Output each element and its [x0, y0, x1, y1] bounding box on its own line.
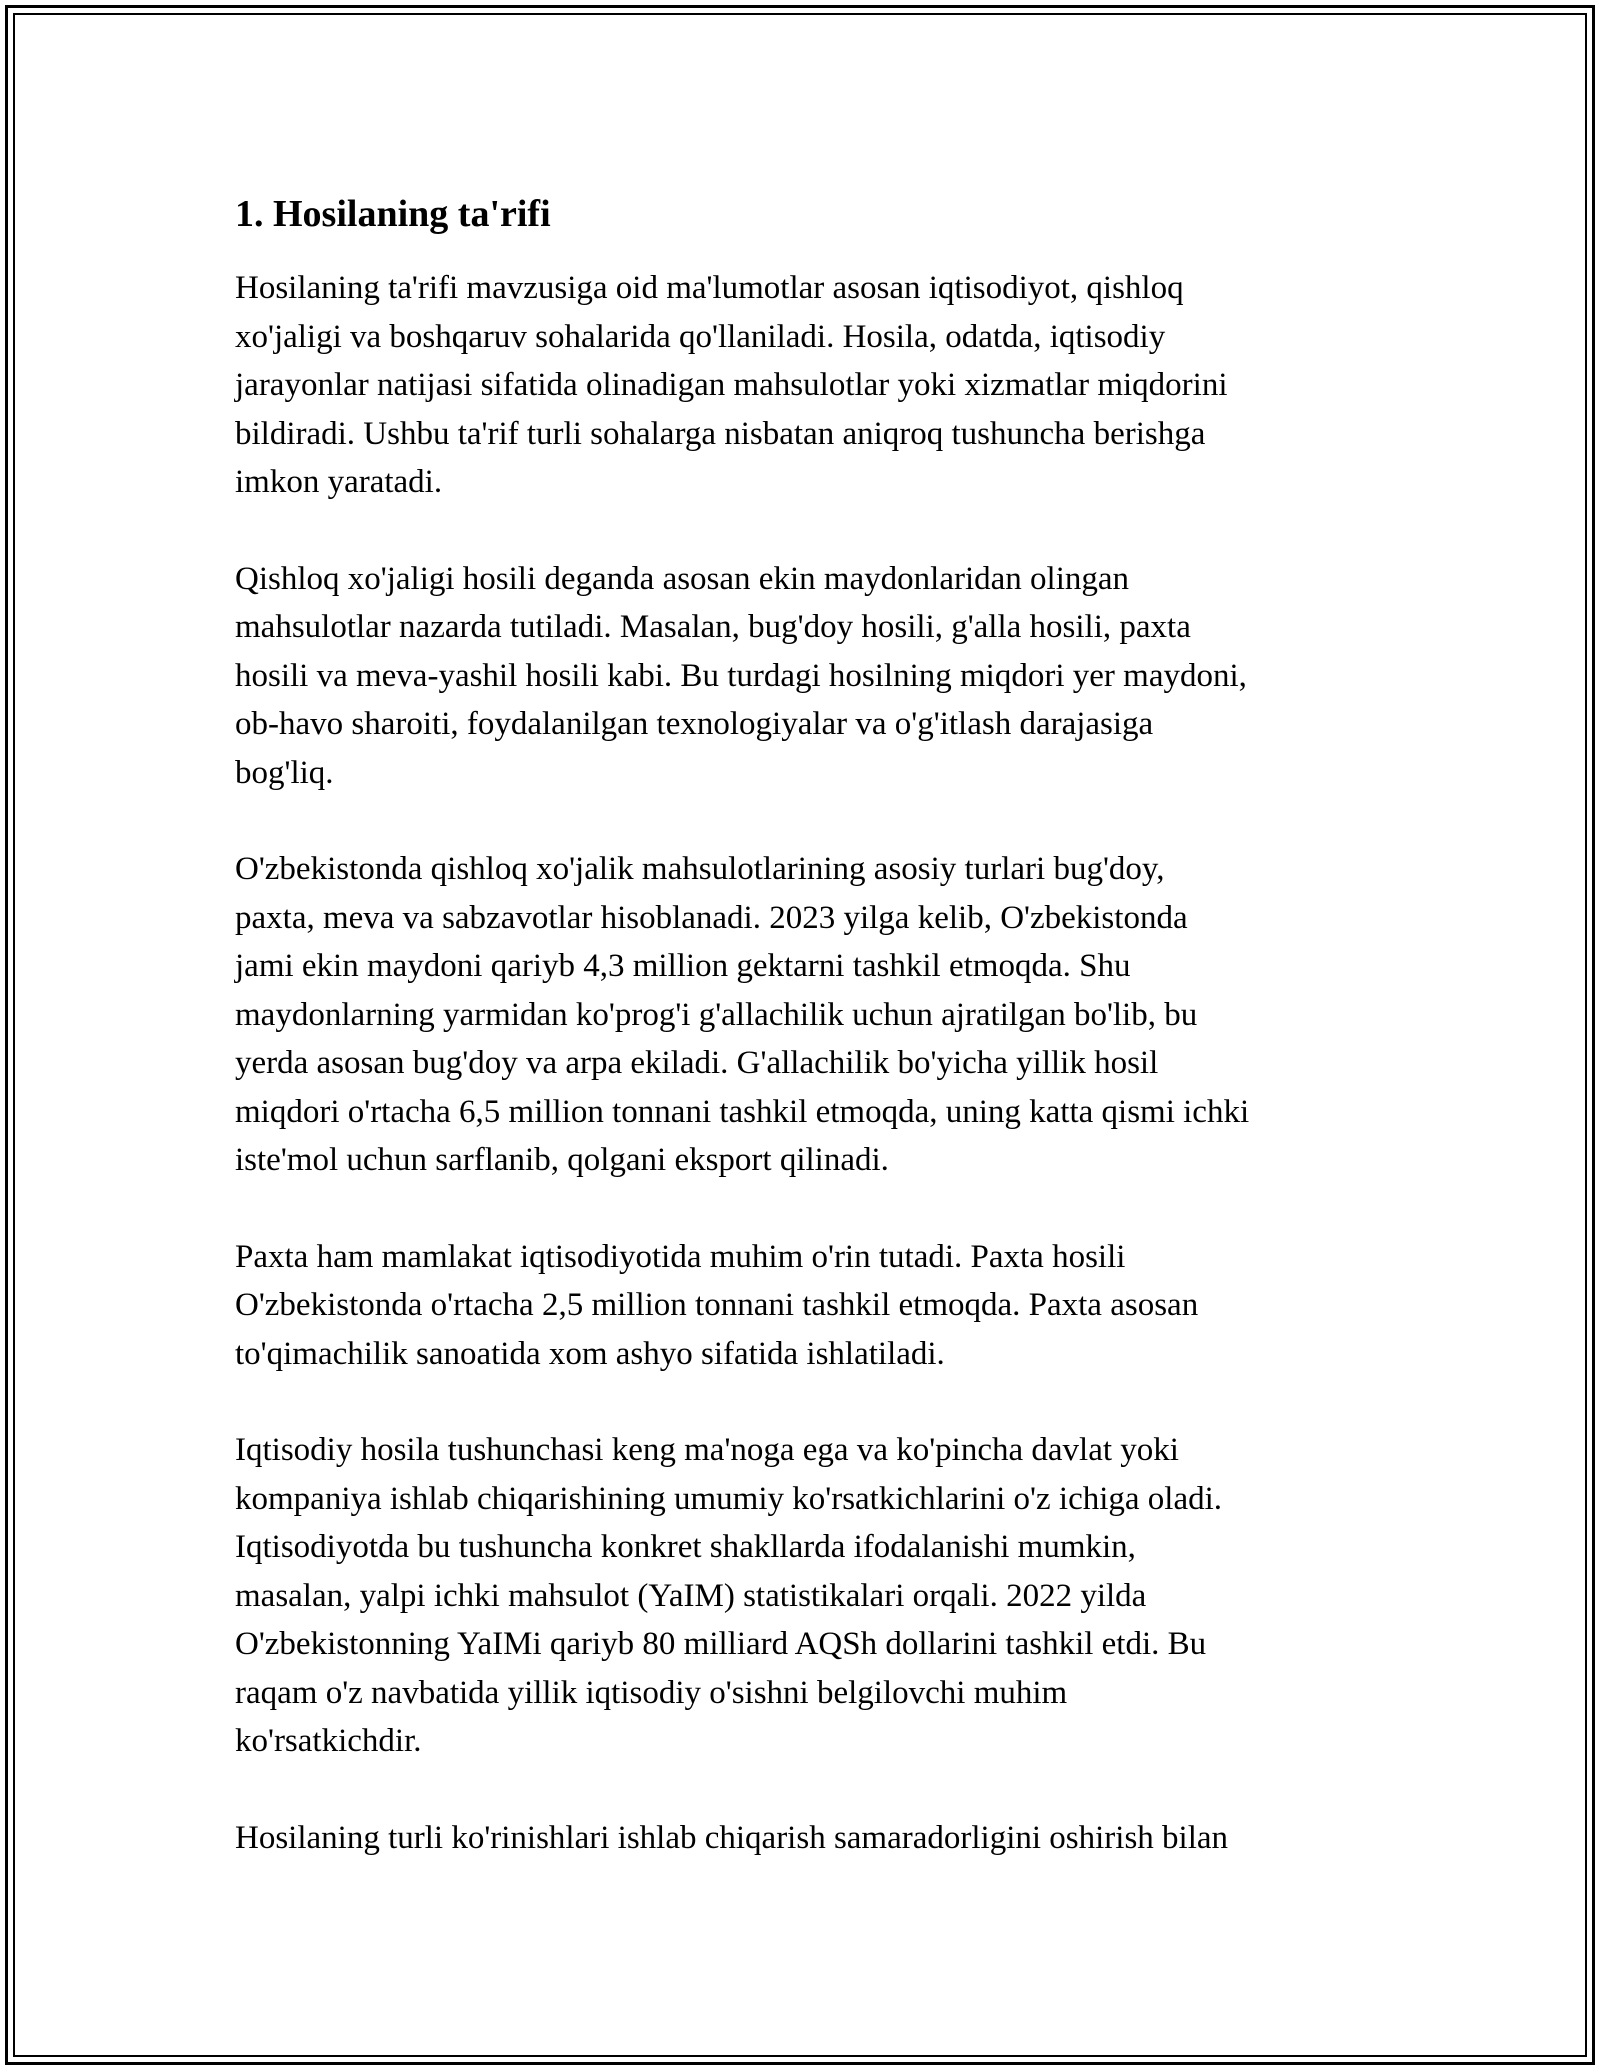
paragraph-economic: Iqtisodiy hosila tushunchasi keng ma'noga ega va ko'pincha davlat yoki kompaniya ishlab chiqarishining umumiy ko'rsatkichlarini o'z ichiga oladi. Iqtisodiyotda bu tushuncha konkret shakllarda ifodalanishi mumkin, masalan, yalpi ichki mahsulot (YaIM) statistikalari orqali. 2022 yilda O'zbekistonning YaIMi qariyb 80 milliard AQSh dollarini tashkil etdi. Bu raqam o'z navbatida yillik iqtisodiy o'sishni belgilovchi muhim ko'rsatkichdir. — [235, 1432, 1223, 1759]
paragraph-forms: Hosilaning turli ko'rinishlari ishlab chiqarish samaradorligini oshirish bilan — [235, 1819, 1229, 1856]
document-body — [235, 188, 1365, 1910]
section-heading: 1. Hosilaning ta'rifi — [235, 193, 551, 235]
paragraph-uzbekistan-crops: O'zbekistonda qishloq xo'jalik mahsulotlarining asosiy turlari bug'doy, paxta, meva va sabzavotlar hisoblanadi. 2023 yilga kelib, O'zbekistonda jami ekin maydoni qariyb 4,3 million gektarni tashkil etmoqda. Shu maydonlarning yarmidan ko'prog'i g'allachilik uchun ajratilgan bo'lib, bu yerda asosan bug'doy va arpa ekiladi. G'allachilik bo'yicha yillik hosil miqdori o'rtacha 6,5 million tonnani tashkil etmoqda, uning katta qismi ichki iste'mol uchun sarflanib, qolgani eksport qilinadi. — [235, 851, 1250, 1178]
paragraph-agriculture: Qishloq xo'jaligi hosili deganda asosan ekin maydonlaridan olingan mahsulotlar nazarda tutiladi. Masalan, bug'doy hosili, g'alla hosili, paxta hosili va meva-yashil hosili kabi. Bu turdagi hosilning miqdori yer maydoni, ob-havo sharoiti, foydalanilgan texnologiyalar va o'g'itlash darajasiga bog'liq. — [235, 560, 1247, 791]
paragraph-cotton: Paxta ham mamlakat iqtisodiyotida muhim o'rin tutadi. Paxta hosili O'zbekistonda o'rtacha 2,5 million tonnani tashkil etmoqda. Paxta asosan to'qimachilik sanoatida xom ashyo sifatida ishlatiladi. — [235, 1238, 1199, 1372]
paragraph-definition: Hosilaning ta'rifi mavzusiga oid ma'lumotlar asosan iqtisodiyot, qishloq xo'jaligi va boshqaruv sohalarida qo'llaniladi. Hosila, odatda, iqtisodiy jarayonlar natijasi sifatida olinadigan mahsulotlar yoki xizmatlar miqdorini bildiradi. Ushbu ta'rif turli sohalarga nisbatan aniqroq tushuncha berishga imkon yaratadi. — [235, 270, 1228, 500]
